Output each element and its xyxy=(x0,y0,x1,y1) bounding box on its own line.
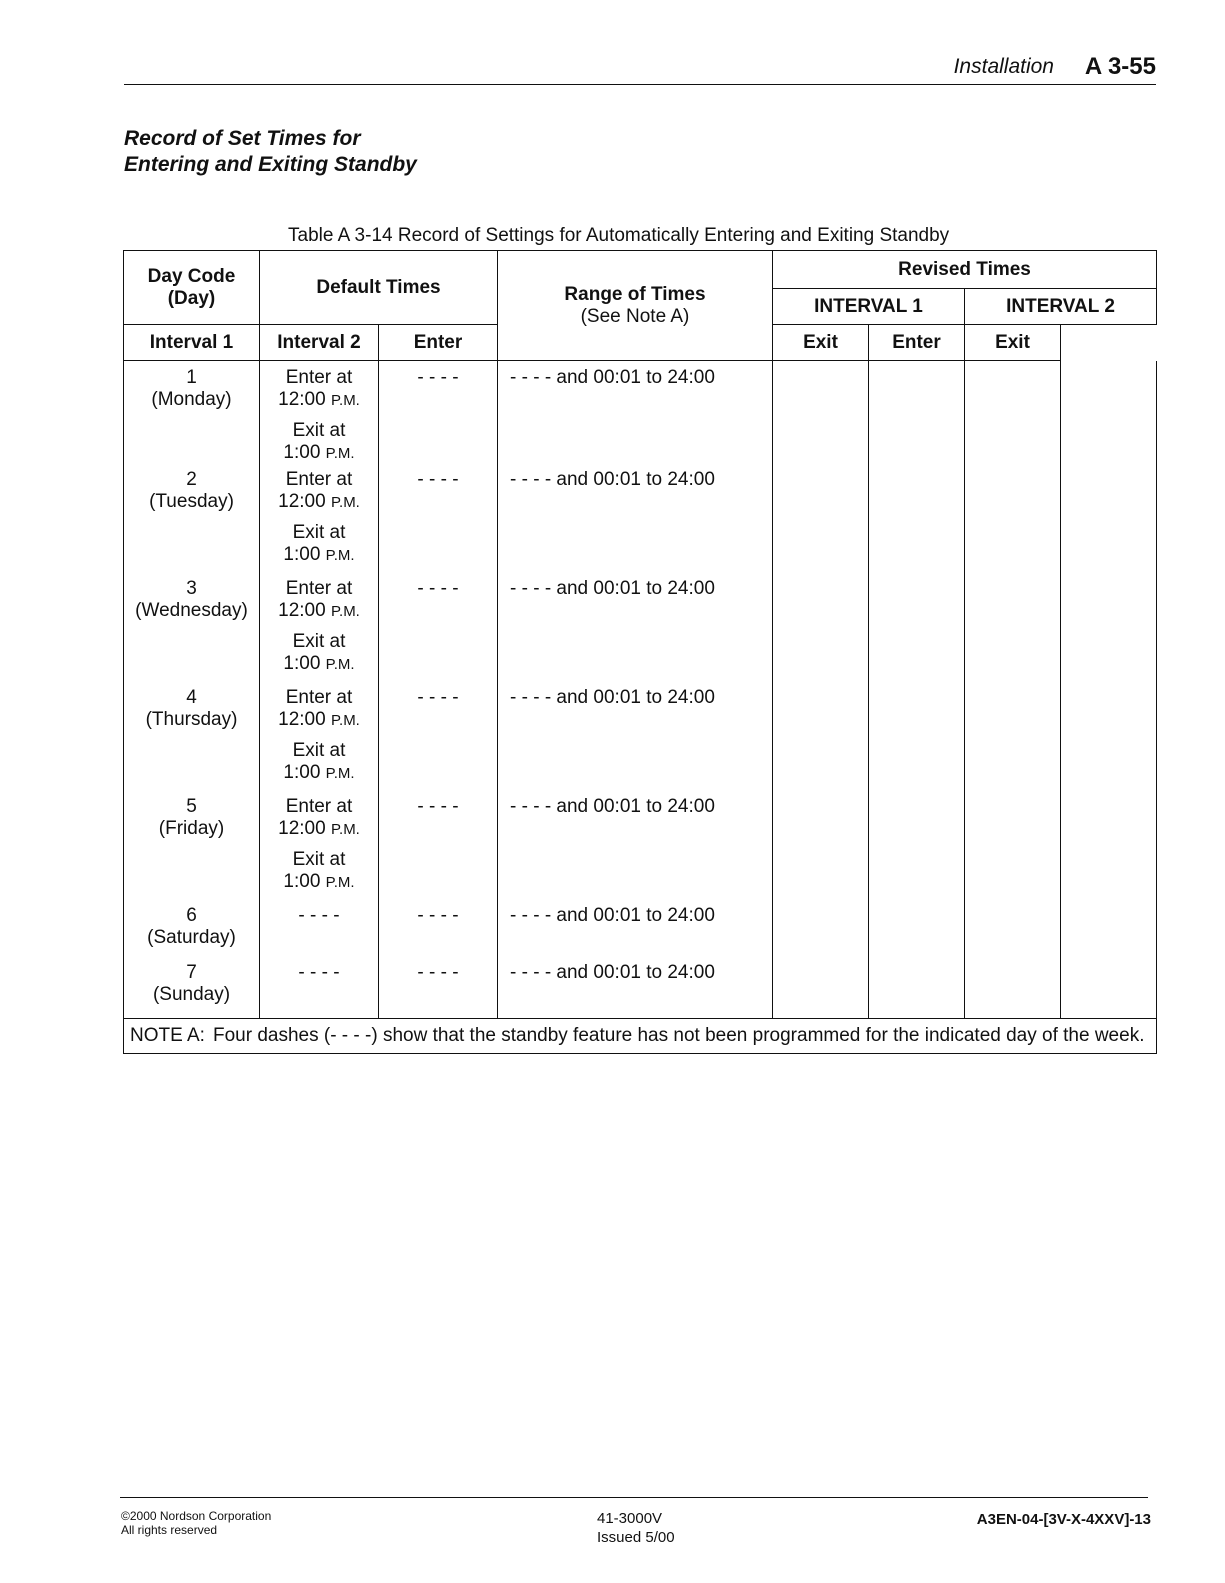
section-name: Installation xyxy=(953,55,1054,78)
range-cell: - - - - and 00:01 to 24:00 xyxy=(498,796,773,905)
interval-1-cell: Enter at 12:00 P.M. Exit at 1:00 P.M. xyxy=(260,796,379,905)
revised-enter-1-cell[interactable] xyxy=(773,687,869,796)
interval-2-cell: - - - - xyxy=(379,905,498,962)
day-cell: 2 (Tuesday) xyxy=(124,469,260,578)
day-cell: 1 (Monday) xyxy=(124,361,260,469)
interval-1-cell: Enter at 12:00 P.M. Exit at 1:00 P.M. xyxy=(260,578,379,687)
section-title-line-1: Record of Set Times for xyxy=(124,127,361,150)
header-enter-1: Enter xyxy=(379,325,498,361)
footer-code: A3EN-04-[3V-X-4XXV]-13 xyxy=(976,1511,1151,1528)
header-revised-interval-2: INTERVAL 2 xyxy=(965,289,1157,325)
revised-exit-1-cell[interactable] xyxy=(869,905,965,962)
day-cell: 6 (Saturday) xyxy=(124,905,260,962)
day-cell: 4 (Thursday) xyxy=(124,687,260,796)
header-revised-interval-1: INTERVAL 1 xyxy=(773,289,965,325)
range-cell: - - - - and 00:01 to 24:00 xyxy=(498,687,773,796)
revised-enter-1-cell[interactable] xyxy=(773,578,869,687)
revised-enter-2-cell[interactable] xyxy=(965,361,1061,469)
interval-2-cell: - - - - xyxy=(379,578,498,687)
revised-enter-1-cell[interactable] xyxy=(773,905,869,962)
header-default-times: Default Times xyxy=(260,251,498,325)
revised-exit-2-cell[interactable] xyxy=(1061,578,1157,687)
range-cell: - - - - and 00:01 to 24:00 xyxy=(498,469,773,578)
revised-exit-2-cell[interactable] xyxy=(1061,962,1157,1019)
page-number: A 3-55 xyxy=(1084,53,1156,80)
header-enter-2: Enter xyxy=(869,325,965,361)
interval-2-cell: - - - - xyxy=(379,687,498,796)
range-cell: - - - - and 00:01 to 24:00 xyxy=(498,361,773,469)
revised-enter-2-cell[interactable] xyxy=(965,687,1061,796)
range-cell: - - - - and 00:01 to 24:00 xyxy=(498,962,773,1019)
header-interval-1: Interval 1 xyxy=(124,325,260,361)
standby-settings-table xyxy=(123,250,1157,1054)
revised-enter-2-cell[interactable] xyxy=(965,905,1061,962)
revised-exit-1-cell[interactable] xyxy=(869,796,965,905)
day-cell: 3 (Wednesday) xyxy=(124,578,260,687)
header-day-code: Day Code (Day) xyxy=(124,251,260,325)
revised-exit-2-cell[interactable] xyxy=(1061,796,1157,905)
revised-exit-2-cell[interactable] xyxy=(1061,361,1157,469)
revised-enter-1-cell[interactable] xyxy=(773,962,869,1019)
note-label: NOTE A: xyxy=(130,1025,205,1046)
interval-1-cell: - - - - xyxy=(260,905,379,962)
page-header xyxy=(124,52,1156,85)
interval-1-cell: Enter at 12:00 P.M. Exit at 1:00 P.M. xyxy=(260,469,379,578)
revised-exit-1-cell[interactable] xyxy=(869,469,965,578)
interval-1-cell: Enter at 12:00 P.M. Exit at 1:00 P.M. xyxy=(260,687,379,796)
day-cell: 5 (Friday) xyxy=(124,796,260,905)
interval-1-cell: Enter at 12:00 P.M. Exit at 1:00 P.M. xyxy=(260,361,379,469)
header-exit-2: Exit xyxy=(965,325,1061,361)
range-cell: - - - - and 00:01 to 24:00 xyxy=(498,905,773,962)
header-exit-1: Exit xyxy=(773,325,869,361)
footer-copyright: ©2000 Nordson Corporation All rights reserved xyxy=(121,1509,272,1537)
revised-exit-2-cell[interactable] xyxy=(1061,905,1157,962)
revised-exit-1-cell[interactable] xyxy=(869,578,965,687)
table-note xyxy=(124,1019,1157,1054)
revised-enter-2-cell[interactable] xyxy=(965,469,1061,578)
table-row xyxy=(124,361,1157,469)
revised-enter-1-cell[interactable] xyxy=(773,469,869,578)
day-cell: 7 (Sunday) xyxy=(124,962,260,1019)
table-row xyxy=(124,469,1157,578)
revised-enter-2-cell[interactable] xyxy=(965,578,1061,687)
interval-2-cell: - - - - xyxy=(379,469,498,578)
revised-exit-2-cell[interactable] xyxy=(1061,687,1157,796)
range-cell: - - - - and 00:01 to 24:00 xyxy=(498,578,773,687)
revised-exit-2-cell[interactable] xyxy=(1061,469,1157,578)
revised-enter-2-cell[interactable] xyxy=(965,796,1061,905)
footer-divider xyxy=(120,1497,1148,1498)
revised-exit-1-cell[interactable] xyxy=(869,361,965,469)
interval-2-cell: - - - - xyxy=(379,796,498,905)
header-range-of-times: Range of Times (See Note A) xyxy=(498,251,773,361)
revised-exit-1-cell[interactable] xyxy=(869,962,965,1019)
header-interval-2: Interval 2 xyxy=(260,325,379,361)
revised-enter-1-cell[interactable] xyxy=(773,361,869,469)
table-row xyxy=(124,905,1157,962)
table-row xyxy=(124,687,1157,796)
table-note-row xyxy=(124,1019,1157,1054)
interval-1-cell: - - - - xyxy=(260,962,379,1019)
table-row xyxy=(124,796,1157,905)
interval-2-cell: - - - - xyxy=(379,361,498,469)
section-title-line-2: Entering and Exiting Standby xyxy=(124,153,417,176)
table-caption: Table A 3-14 Record of Settings for Automatically Entering and Exiting Standby xyxy=(288,225,950,246)
section-title xyxy=(124,126,417,178)
footer-doc-info: 41-3000V Issued 5/00 xyxy=(597,1510,675,1546)
table-row xyxy=(124,578,1157,687)
table-row xyxy=(124,962,1157,1019)
note-text: Four dashes (- - - -) show that the standby feature has not been programmed for the indicated day of the week. xyxy=(212,1025,1145,1046)
header-revised-times: Revised Times xyxy=(773,251,1157,289)
interval-2-cell: - - - - xyxy=(379,962,498,1019)
revised-enter-2-cell[interactable] xyxy=(965,962,1061,1019)
revised-exit-1-cell[interactable] xyxy=(869,687,965,796)
revised-enter-1-cell[interactable] xyxy=(773,796,869,905)
